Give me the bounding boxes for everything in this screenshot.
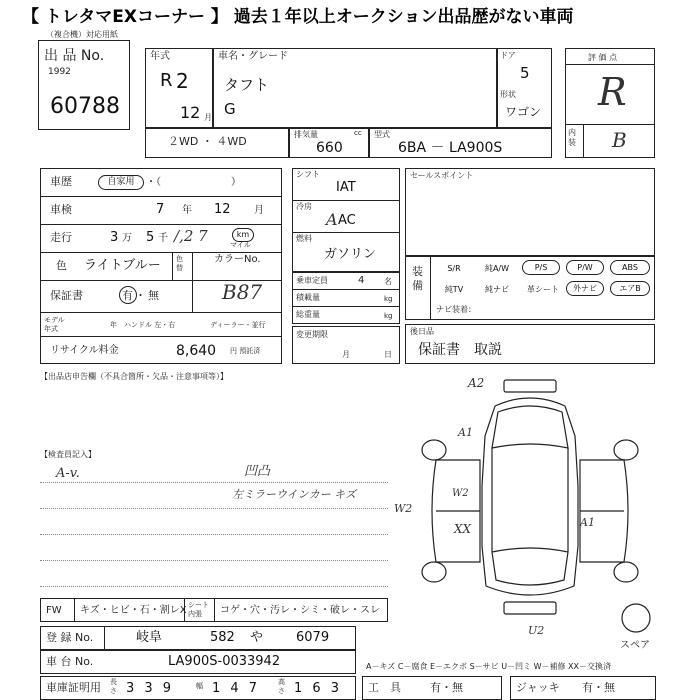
load-unit: kg: [384, 295, 393, 303]
inspector-rule-5: [40, 586, 388, 587]
mileage-hand: /,2 7: [174, 227, 208, 245]
tools-label: 工 具: [368, 681, 401, 694]
color-divider: [172, 252, 173, 280]
year-label: 年式: [150, 51, 170, 62]
equip-seat: 革シート: [527, 285, 559, 294]
score-divider-top: [565, 64, 655, 65]
diagram-mark-w2-left: W2: [394, 502, 413, 515]
color-change-label: 色替: [176, 255, 183, 272]
chassis-value: LA900S-0033942: [168, 654, 281, 669]
info-block: [40, 168, 282, 364]
ac-hand: A: [326, 210, 338, 229]
inspector-rule-4: [40, 560, 388, 561]
ac-label: 冷房: [296, 202, 312, 211]
doors-value: 5: [520, 64, 530, 82]
diagram-mark-w2-mid: W2: [452, 488, 469, 499]
shape-value: ワゴン: [505, 105, 542, 119]
diagram-spare: スペア: [620, 640, 650, 651]
fw-text: キズ・ヒビ・石・割レX: [80, 605, 187, 616]
seat-label: シート内張: [188, 601, 209, 618]
color-label: 色: [56, 259, 67, 272]
lot-number: 60788: [50, 94, 120, 119]
capacity-line-2: [292, 306, 400, 307]
capacity-unit: 名: [384, 277, 392, 286]
dim-label-width: 幅: [196, 682, 203, 690]
inspection-year: 7: [156, 202, 165, 217]
inspector-rule-3: [40, 534, 388, 535]
year-era: R: [160, 70, 173, 91]
mileage-label: 走行: [50, 231, 72, 244]
later-value: 保証書 取説: [418, 342, 502, 358]
info-line-2: [40, 224, 282, 225]
inspector-rule-2: [40, 508, 388, 509]
displacement-label: 排気量: [294, 130, 318, 139]
equip-sr: S/R: [447, 264, 461, 273]
dim-height: 1 6 3: [294, 681, 343, 696]
jack-value: 有・無: [582, 681, 615, 694]
cert-label: 車庫証明用: [46, 681, 101, 694]
header-note: （複合機）対応用紙: [46, 30, 118, 39]
model-year-label: モデル年式: [44, 316, 65, 333]
notes-label: 【出品店申告欄（不具合箇所・欠品・注意事項等）】: [40, 372, 228, 381]
model-value: 6BA － LA900S: [398, 140, 503, 156]
change-unit: 月: [342, 350, 350, 359]
inspector-rule-1: [40, 482, 388, 483]
capacity-line-1: [292, 289, 400, 290]
reg-class: 582: [210, 630, 235, 645]
equip-ps: P/S: [522, 260, 560, 275]
diagram-mark-a2: A2: [468, 376, 485, 390]
inspection-year-unit: 年: [182, 205, 192, 216]
score-divider-mid: [565, 124, 655, 125]
car-damage-diagram: [400, 376, 666, 640]
shift-line-1: [292, 200, 400, 201]
shift-line-2: [292, 232, 400, 233]
mileage-v2: 5: [146, 230, 155, 245]
inspector-hand3: 左ミラーウインカー キズ: [232, 488, 356, 501]
score-value: R: [598, 70, 627, 114]
recycle-label: リサイクル料金: [50, 345, 119, 356]
equip-abs: ABS: [610, 260, 650, 275]
equip-outer-navi: 外ナビ: [566, 281, 604, 296]
inspection-month-unit: 月: [254, 205, 264, 216]
seat-text: コゲ・穴・汚レ・シミ・破レ・スレ: [220, 605, 380, 616]
diagram-mark-a1-left: A1: [458, 426, 473, 439]
year-value: 2: [176, 69, 189, 93]
reg-num: 6079: [296, 630, 330, 645]
legend: A－キズ C－腐食 E－エクボ S－サビ U－凹ミ W－補修 XX－交換済: [366, 662, 612, 671]
equip-pw: P/W: [566, 260, 604, 275]
history-label: 車歴: [50, 175, 72, 188]
fw-divider-1: [74, 598, 75, 622]
shift-value: IAT: [336, 180, 356, 195]
score-divider-vert: [583, 124, 584, 158]
displacement-unit: cc: [354, 129, 362, 137]
recycle-unit: 円 預託済: [230, 347, 261, 355]
change-unit2: 日: [384, 350, 392, 359]
color-divider-2: [192, 252, 193, 312]
diagram-mark-u2: U2: [528, 624, 545, 637]
equip-aw: 純A/W: [484, 264, 510, 273]
vehicle-grade: G: [224, 100, 236, 118]
equip-navi: 純ナビ: [485, 285, 509, 294]
info-line-1: [40, 196, 282, 197]
diagram-mark-a1-right: A1: [580, 516, 595, 529]
info-line-6: [40, 336, 282, 337]
inspector-label: 【検査員記入】: [40, 450, 96, 459]
inspector-hand1: A-v.: [56, 466, 80, 481]
dim-label-length: 長さ: [110, 678, 117, 695]
interior-label: 内装: [568, 128, 576, 147]
info-line-5: [40, 312, 282, 313]
recycle-value: 8,640: [176, 343, 217, 359]
gross-label: 総重量: [296, 310, 320, 319]
later-label: 後日品: [410, 327, 434, 336]
ac-value: AC: [338, 213, 356, 228]
model-handle: ハンドル 左・右: [124, 321, 176, 329]
equipment-navi: ナビ装着：: [436, 305, 476, 314]
capacity-label: 乗車定員: [296, 276, 328, 285]
warranty-value: 有・無: [122, 289, 161, 302]
color-no-value: B87: [222, 280, 263, 304]
equip-airbag: エアB: [610, 281, 650, 296]
change-label: 変更期限: [296, 330, 328, 339]
diagram-mark-xx: XX: [454, 522, 472, 536]
dim-width: 1 4 7: [212, 681, 261, 696]
shape-label: 形状: [500, 90, 516, 99]
lot-prev: 1992: [48, 67, 71, 77]
info-line-3: [40, 252, 282, 253]
fw-label: FW: [46, 605, 62, 616]
mileage-u1: 万: [122, 233, 132, 244]
jack-label: ジャッキ: [516, 681, 560, 694]
lot-label: 出 品 No.: [44, 48, 105, 64]
reg-kana: や: [250, 630, 264, 645]
color-no-label: カラーNo.: [214, 254, 261, 265]
dim-length: 3 3 9: [126, 681, 175, 696]
fuel-label: 燃料: [296, 234, 312, 243]
tools-value: 有・無: [430, 681, 463, 694]
capacity-value: 4: [358, 275, 365, 286]
color-value: ライトブルー: [84, 258, 161, 273]
equipment-divider: [430, 256, 431, 320]
sales-label: セールスポイント: [410, 171, 474, 180]
fuel-value: ガソリン: [324, 247, 377, 262]
vehicle-name: タフト: [224, 76, 270, 94]
reg-place: 岐阜: [136, 630, 163, 645]
banner-title: 【 トレタマEXコーナー 】 過去１年以上オークション出品歴がない車両: [22, 0, 700, 34]
drive-text: ２WD ・ ４WD: [168, 135, 247, 148]
inspection-label: 車検: [50, 203, 72, 216]
warranty-label: 保証書: [50, 289, 83, 302]
model-dealer: ディーラー・並行: [210, 321, 266, 329]
mileage-v1: 3: [110, 230, 119, 245]
mileage-u2: 千: [158, 233, 168, 244]
history-value: 自家用: [98, 175, 144, 190]
reg-label: 登 録 No.: [46, 631, 94, 644]
inspector-hand2: 凹凸: [244, 464, 271, 479]
mileage-mile: マイル: [230, 241, 251, 249]
shift-label: シフト: [296, 170, 320, 179]
gross-unit: kg: [384, 312, 393, 320]
sales-box: [405, 168, 655, 256]
mileage-km: km: [232, 228, 254, 242]
vehicle-name-label: 車名・グレード: [218, 51, 288, 62]
chassis-label: 車 台 No.: [46, 655, 94, 668]
equip-tv: 純TV: [444, 285, 464, 294]
inspection-month: 12: [214, 202, 231, 217]
displacement-value: 660: [316, 140, 343, 156]
year-month: 12: [180, 103, 201, 122]
interior-value: B: [612, 128, 627, 152]
load-label: 積載量: [296, 293, 320, 302]
year-month-unit: 月: [204, 113, 212, 122]
model-label: 型式: [374, 130, 390, 139]
doors-label: ドア: [500, 51, 516, 60]
history-rest: ・（ ）: [146, 177, 241, 188]
dim-label-height: 高さ: [278, 678, 285, 695]
equipment-label: 装備: [412, 265, 423, 292]
score-label: 評 価 点: [588, 53, 618, 62]
model-year-unit: 年: [110, 321, 117, 329]
fw-divider-3: [214, 598, 215, 622]
